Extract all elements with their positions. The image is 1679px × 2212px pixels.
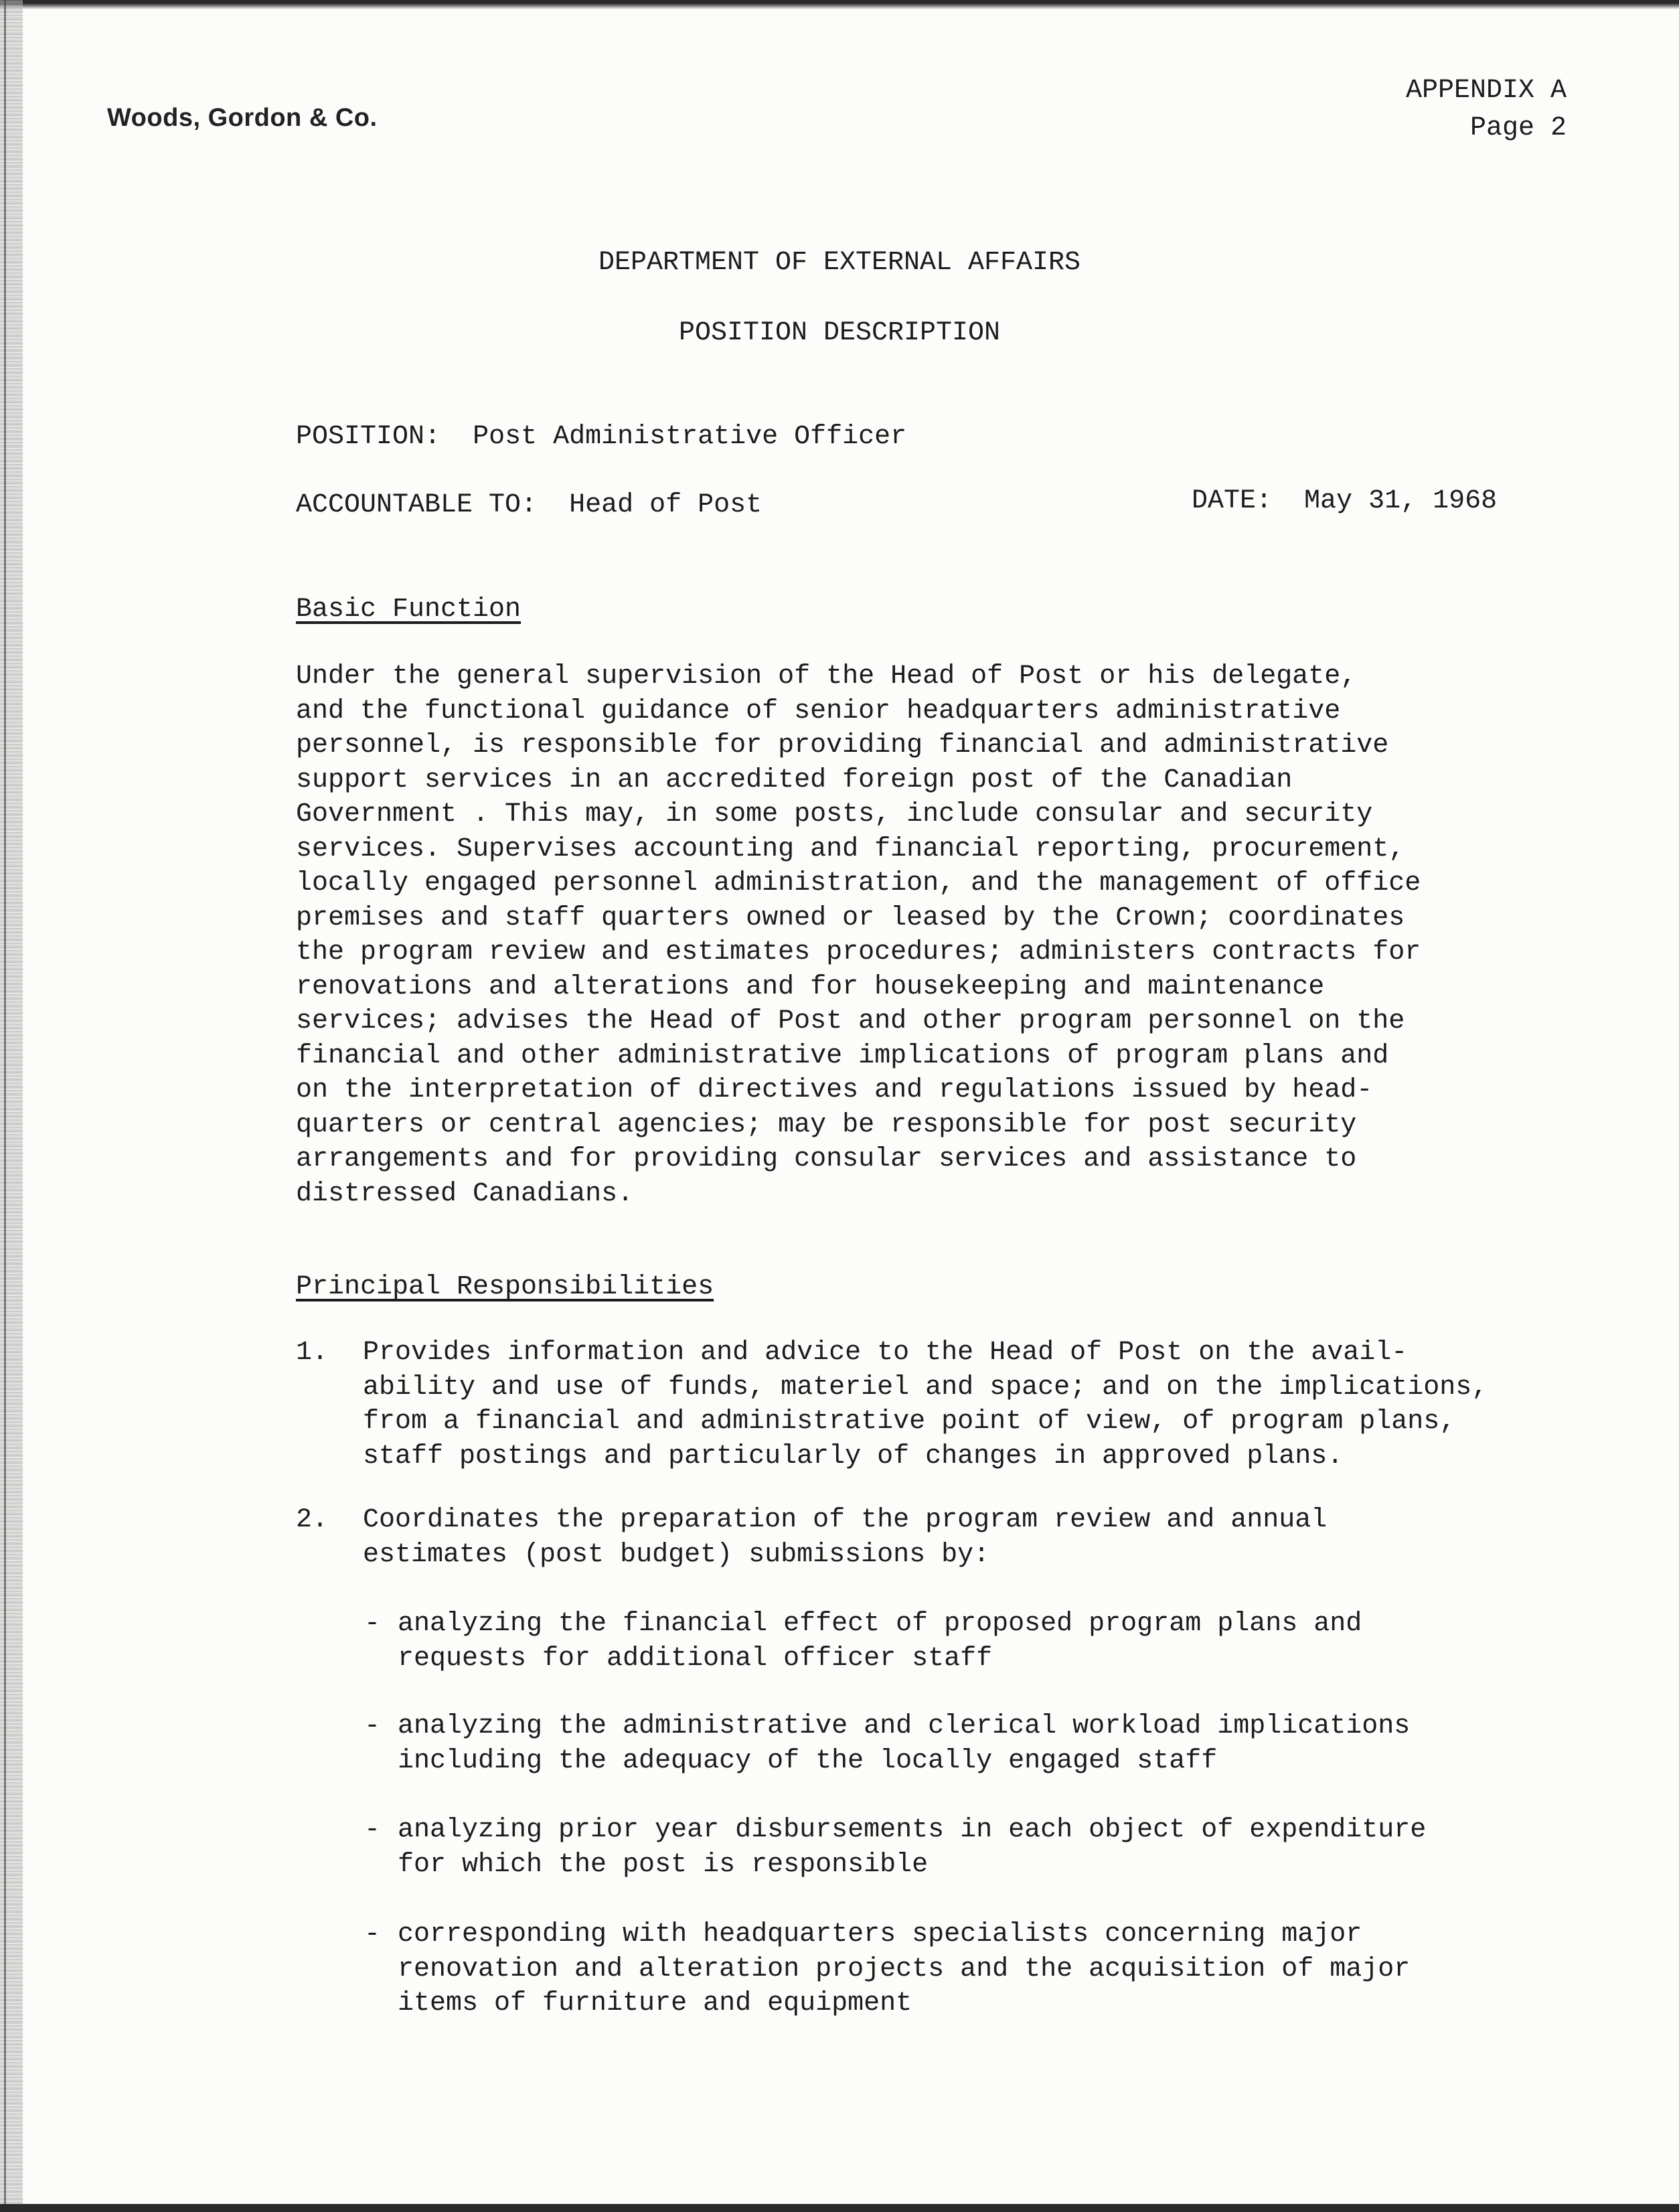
paragraph-line: quarters or central agencies; may be responsible for post security — [296, 1109, 1357, 1140]
principal-responsibilities-heading: Principal Responsibilities — [296, 1272, 714, 1302]
position-value: Post Administrative Officer — [473, 422, 907, 452]
page-number: Page 2 — [1469, 113, 1567, 143]
sub-item-line: analyzing prior year disbursements in each object of expenditure — [398, 1815, 1427, 1845]
company-letterhead: Woods, Gordon & Co. — [107, 104, 378, 132]
appendix-title: APPENDIX A — [1405, 76, 1567, 106]
paragraph-line: Under the general supervision of the Head of Post or his delegate, — [296, 661, 1357, 692]
paragraph-line: services. Supervises accounting and financial reporting, procurement, — [296, 834, 1405, 864]
sub-item-text — [398, 1607, 1536, 1676]
sub-item-line: renovation and alteration projects and the acquisition of major — [398, 1954, 1411, 1984]
paragraph-line: and the functional guidance of senior headquarters administrative — [296, 696, 1341, 726]
sub-item-line: analyzing the administrative and clerical workload implications — [398, 1711, 1411, 1741]
sub-item-line: analyzing the financial effect of proposed program plans and — [398, 1609, 1362, 1639]
scan-bottom-edge — [0, 2204, 1679, 2212]
paragraph-line: support services in an accredited foreign post of the Canadian — [296, 765, 1293, 795]
basic-function-paragraph — [296, 659, 1528, 1211]
item-line: Provides information and advice to the Head of Post on the avail- — [363, 1338, 1408, 1368]
sub-item-text — [398, 1917, 1536, 2021]
sub-item-line: including the adequacy of the locally engaged staff — [398, 1745, 1218, 1776]
scan-top-edge — [0, 0, 1679, 9]
item-line: estimates (post budget) submissions by: — [363, 1539, 990, 1570]
item-line: Coordinates the preparation of the program review and annual — [363, 1505, 1328, 1535]
paragraph-line: locally engaged personnel administration, and the management of office — [296, 868, 1421, 898]
document-type-title: POSITION DESCRIPTION — [678, 318, 1001, 348]
accountable-value: Head of Post — [569, 490, 763, 520]
paragraph-line: premises and staff quarters owned or leased by the Crown; coordinates — [296, 902, 1405, 933]
appendix-label — [1406, 72, 1567, 147]
sub-item-line: items of furniture and equipment — [398, 1988, 912, 2019]
paragraph-line: the program review and estimates procedures; administers contracts for — [296, 937, 1421, 967]
sub-item-text — [398, 1709, 1536, 1778]
item-number: 1. — [296, 1338, 329, 1368]
item-text — [363, 1336, 1568, 1474]
item-line: staff postings and particularly of changes in approved plans. — [363, 1441, 1344, 1472]
sub-item-line: for which the post is responsible — [398, 1849, 929, 1880]
basic-function-heading: Basic Function — [296, 595, 522, 625]
department-title: DEPARTMENT OF EXTERNAL AFFAIRS — [598, 248, 1081, 278]
paragraph-line: financial and other administrative implications of program plans and — [296, 1040, 1389, 1071]
item-line: ability and use of funds, materiel and space; and on the implications, — [363, 1372, 1488, 1403]
date-label: DATE: — [1192, 486, 1273, 516]
item-line: from a financial and administrative point of view, of program plans, — [363, 1407, 1456, 1437]
sub-item-line: requests for additional officer staff — [398, 1643, 993, 1674]
paragraph-line: on the interpretation of directives and regulations issued by head- — [296, 1075, 1373, 1105]
date-field — [1192, 486, 1497, 516]
dash-marker: - — [364, 1919, 381, 1950]
sub-item-line: corresponding with headquarters specialists concerning major — [398, 1919, 1362, 1950]
paragraph-line: renovations and alterations and for housekeeping and maintenance — [296, 971, 1325, 1002]
position-field — [296, 422, 906, 452]
paragraph-line: arrangements and for providing consular services and assistance to — [296, 1144, 1357, 1174]
dash-marker: - — [364, 1815, 381, 1845]
paragraph-line: distressed Canadians. — [296, 1178, 634, 1209]
paragraph-line: Government . This may, in some posts, include consular and security — [296, 799, 1373, 830]
accountable-label: ACCOUNTABLE TO: — [296, 490, 538, 520]
item-text — [363, 1503, 1568, 1572]
sub-item-text — [398, 1813, 1536, 1882]
dash-marker: - — [364, 1609, 381, 1639]
position-label: POSITION: — [296, 422, 441, 452]
date-value: May 31, 1968 — [1304, 486, 1498, 516]
paragraph-line: services; advises the Head of Post and other program personnel on the — [296, 1006, 1405, 1036]
dash-marker: - — [364, 1711, 381, 1741]
accountable-field — [296, 490, 762, 520]
item-number: 2. — [296, 1505, 329, 1535]
paragraph-line: personnel, is responsible for providing financial and administrative — [296, 730, 1389, 761]
